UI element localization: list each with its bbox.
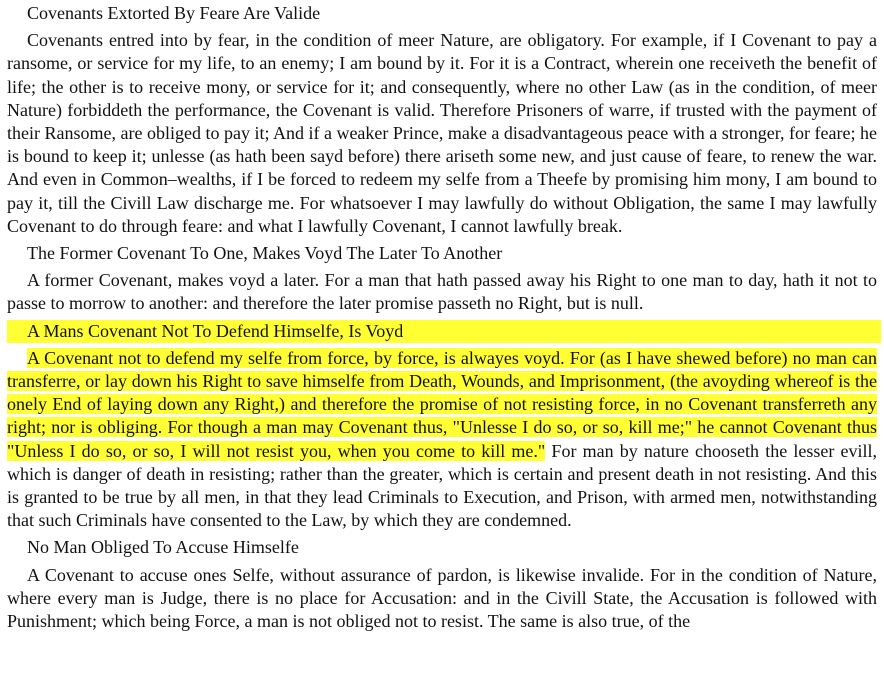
section-paragraph [7, 347, 877, 533]
section-paragraph: Covenants entred into by fear, in the condition of meer Nature, are obligatory. For example, if I Covenant to pay a ransome, or service for my life, to an enemy; I am bound by it. For it is a Contract, wherein one receiveth the benefit of life; the other is to receive mony, or service for it; and consequently, where no other Law (as in the condition, of meer Nature) forbiddeth the performance, the Covenant is valid. Therefore Prisoners of warre, if trusted with the payment of their Ransome, are obliged to pay it; And if a weaker Prince, make a disadvantageous peace with a stronger, for feare; he is bound to keep it; unlesse (as hath been sayd before) there ariseth some new, and just cause of feare, to renew the war. And even in Common–wealths, if I be forced to redeem my selfe from a Theefe by promising him mony, I am bound to pay it, till the Civill Law discharge me. For whatsoever I may lawfully do without Obligation, the same I may lawfully Covenant to do through feare: and what I lawfully Covenant, I cannot lawfully break. [7, 30, 877, 236]
section-paragraph: A former Covenant, makes voyd a later. For a man that hath passed away his Right to one man to day, hath it not to passe to morrow to another: and therefore the later promise passeth no Right, but is null. [7, 270, 877, 314]
section-heading: Covenants Extorted By Feare Are Valide [27, 3, 321, 23]
section-former-covenant [7, 242, 877, 316]
paragraph-continuation: For man by nature chooseth the lesser evill, which is danger of death in resisting; rather than the greater, which is certain and present death in not resisting. And this is granted to be true by all men, in that they lead Criminals to Execution, and Prison, with armed men, notwithstanding that such Criminals have consented to the Law, by which they are condemned. [7, 440, 877, 531]
highlighted-section-heading: A Mans Covenant Not To Defend Himselfe, Is Voyd [7, 320, 881, 343]
document-page [7, 2, 877, 637]
section-covenant-not-to-defend [7, 320, 877, 533]
section-no-man-obliged [7, 536, 877, 633]
section-covenants-extorted [7, 2, 877, 238]
section-paragraph: A Covenant to accuse ones Selfe, without assurance of pardon, is likewise invalide. For in the condition of Nature, where every man is Judge, there is no place for Accusation: and in the Civill State, the Accusation is followed with Punishment; which being Force, a man is not obliged not to resist. The same is also true, of the [7, 564, 877, 632]
highlighted-text: A Covenant not to defend my selfe from force, by force, is alwayes voyd. For (as I have shewed before) no man can transferre, or lay down his Right to save himselfe from Death, Wounds, and Imprisonment, (the avoyding whereof is the onely End of laying down any Right,) and therefore the promise of not resisting force, in no Covenant transferreth any right; nor is obliging. For though a man may Covenant thus, "Unlesse I do so, or so, kill me;" he cannot Covenant thus "Unless I do so, or so, I will not resist you, when you come to kill me." [7, 347, 877, 461]
section-heading: The Former Covenant To One, Makes Voyd The Later To Another [27, 243, 503, 264]
section-heading: No Man Obliged To Accuse Himselfe [27, 537, 299, 558]
